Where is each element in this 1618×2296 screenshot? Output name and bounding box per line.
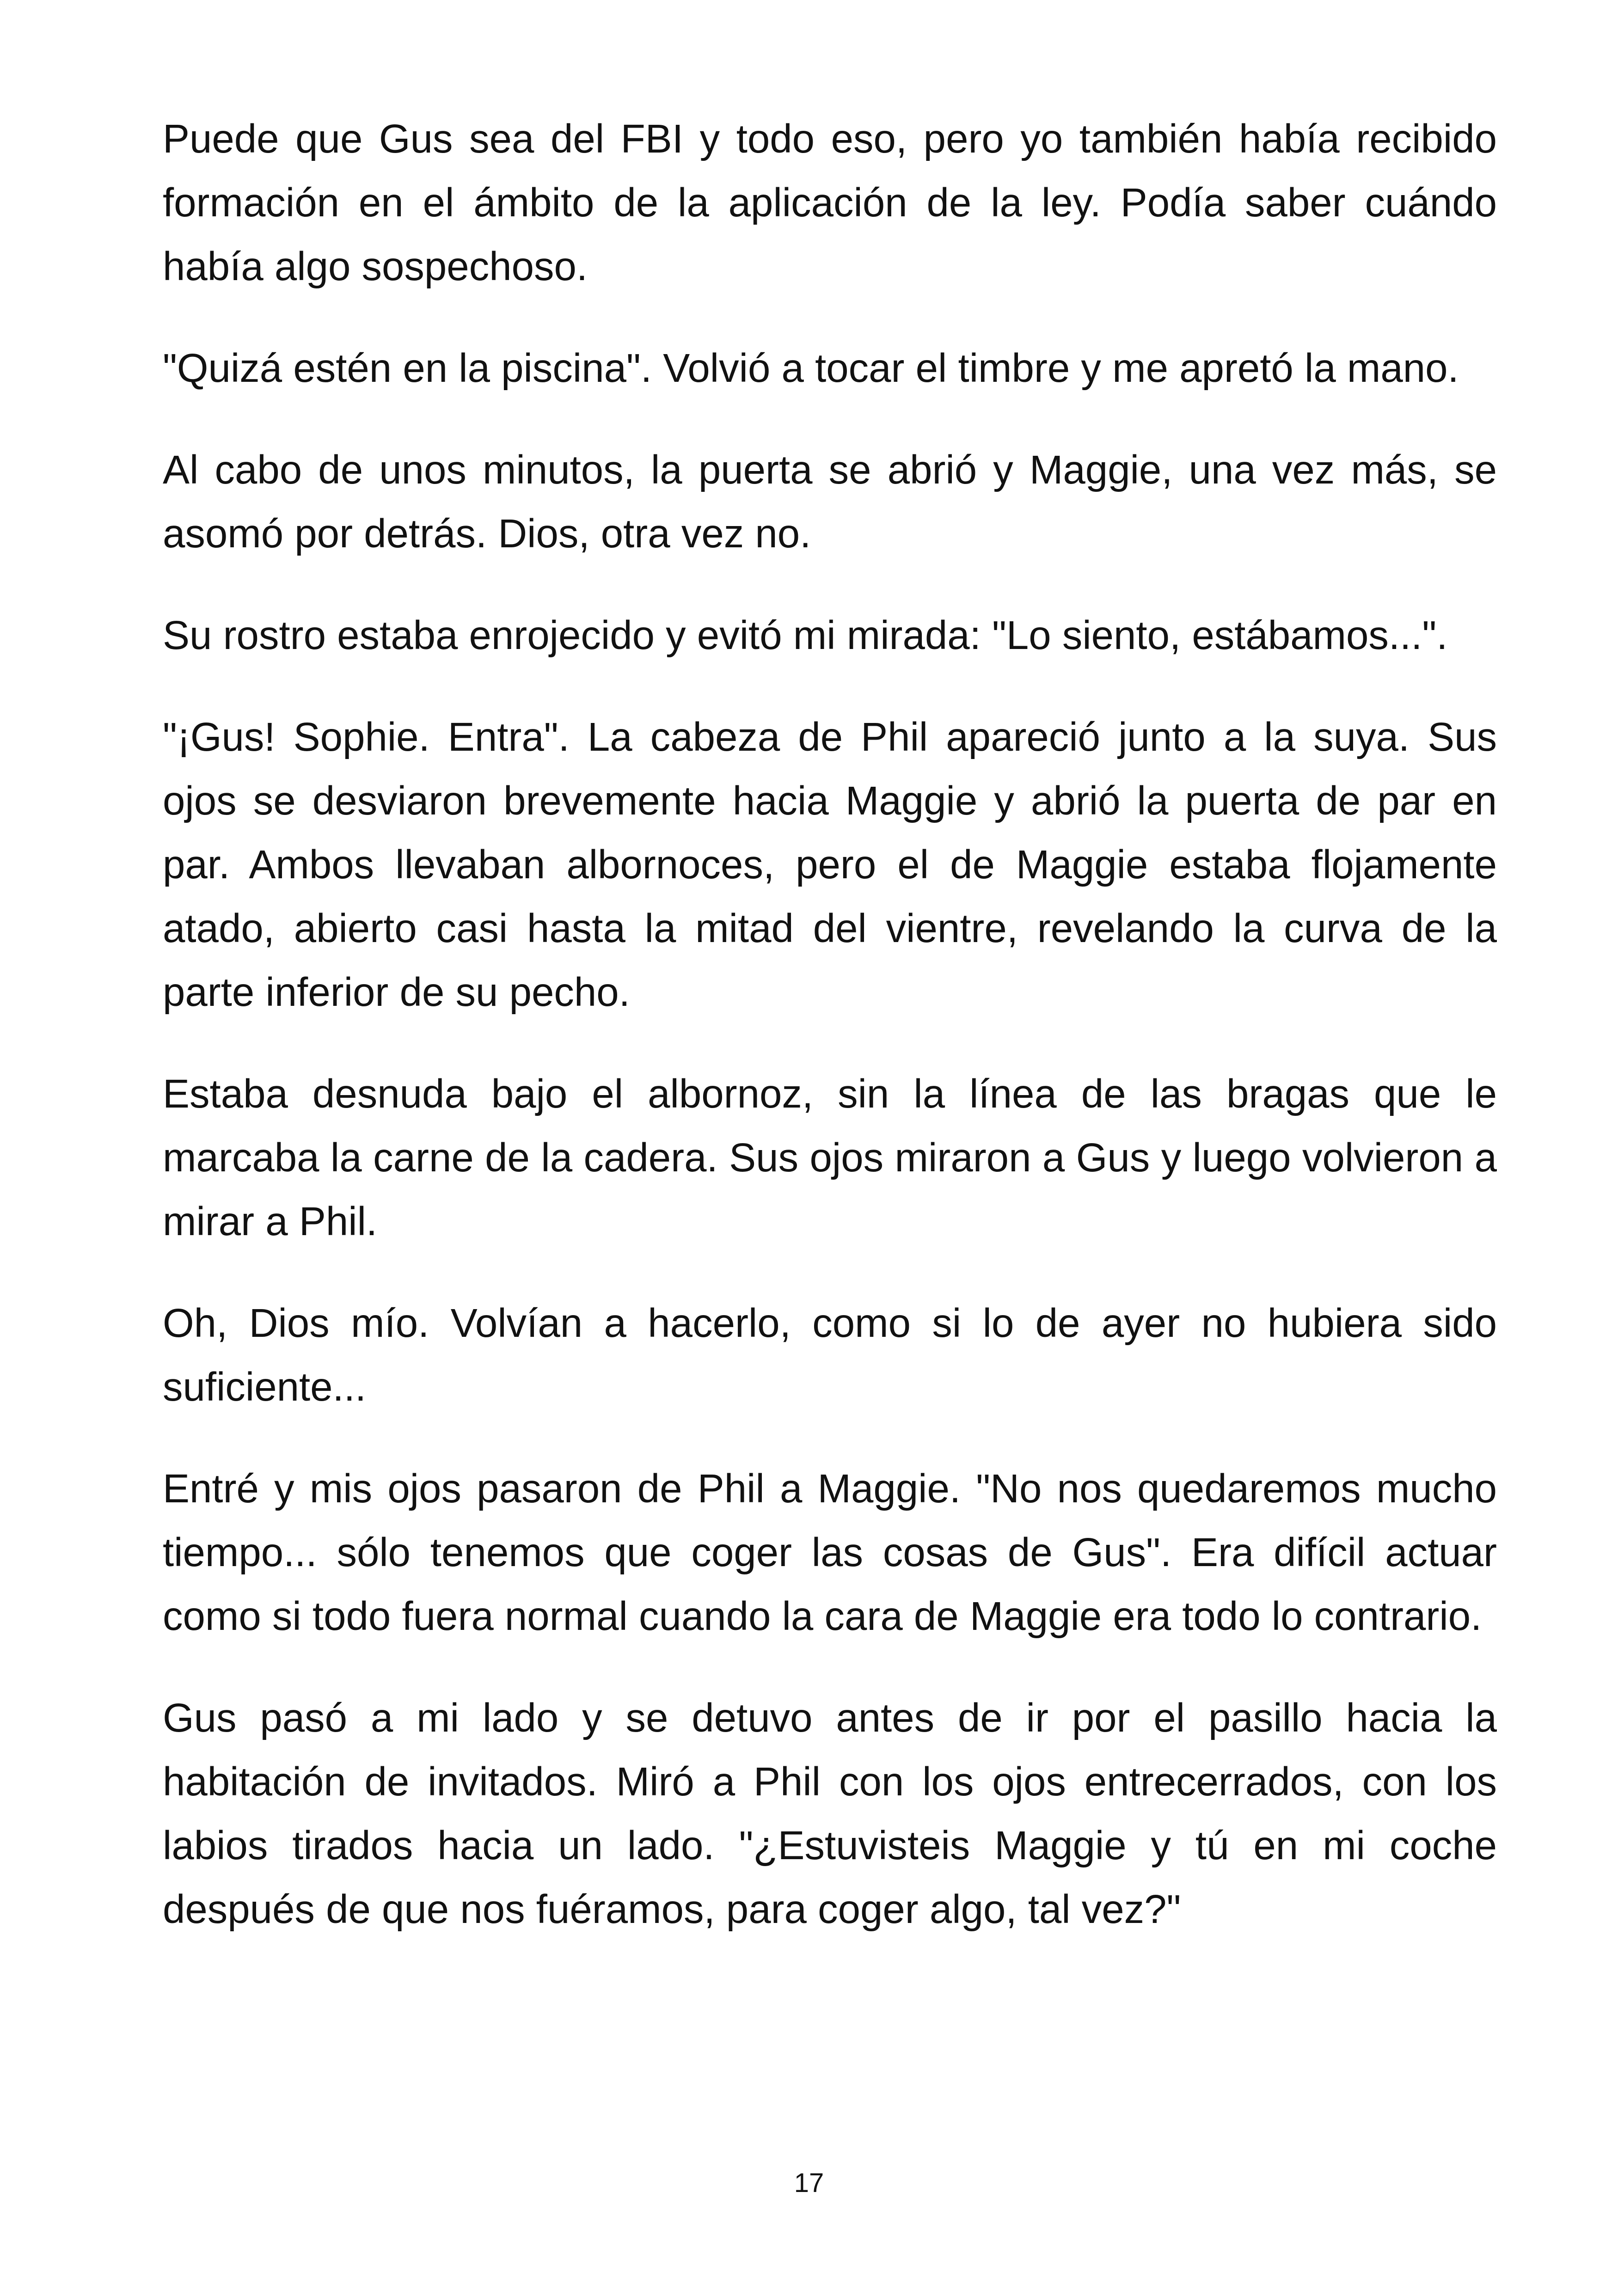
- paragraph: Estaba desnuda bajo el albornoz, sin la línea de las bragas que le marcaba la carne de la cadera. Sus ojos miraron a Gus y luego volvieron a mirar a Phil.: [163, 1071, 1497, 1244]
- paragraph: "Quizá estén en la piscina". Volvió a tocar el timbre y me apretó la mano.: [163, 346, 1459, 391]
- paragraph: Al cabo de unos minutos, la puerta se abrió y Maggie, una vez más, se asomó por detrás. Dios, otra vez no.: [163, 447, 1497, 556]
- paragraph: Puede que Gus sea del FBI y todo eso, pero yo también había recibido formación en el ámbito de la aplicación de la ley. Podía saber cuándo había algo sospechoso.: [163, 116, 1497, 289]
- body-text: [163, 107, 1497, 1979]
- paragraph: Gus pasó a mi lado y se detuvo antes de ir por el pasillo hacia la habitación de invitados. Miró a Phil con los ojos entrecerrados, con los labios tirados hacia un lado. "¿Estuvisteis Maggie y tú en mi coche después de que nos fuéramos, para coger algo, tal vez?": [163, 1696, 1497, 1932]
- paragraph: Su rostro estaba enrojecido y evitó mi mirada: "Lo siento, estábamos...".: [163, 613, 1448, 658]
- paragraph: Oh, Dios mío. Volvían a hacerlo, como si lo de ayer no hubiera sido suficiente...: [163, 1301, 1497, 1409]
- paragraph: "¡Gus! Sophie. Entra". La cabeza de Phil apareció junto a la suya. Sus ojos se desviaron brevemente hacia Maggie y abrió la puerta de par en par. Ambos llevaban albornoces, pero el de Maggie estaba flojamente atado, abierto casi hasta la mitad del vientre, revelando la curva de la parte inferior de su pecho.: [163, 715, 1497, 1015]
- paragraph: Entré y mis ojos pasaron de Phil a Maggie. "No nos quedaremos mucho tiempo... sólo tenemos que coger las cosas de Gus". Era difícil actuar como si todo fuera normal cuando la cara de Maggie era todo lo contrario.: [163, 1466, 1497, 1639]
- page-number: 17: [794, 2168, 824, 2198]
